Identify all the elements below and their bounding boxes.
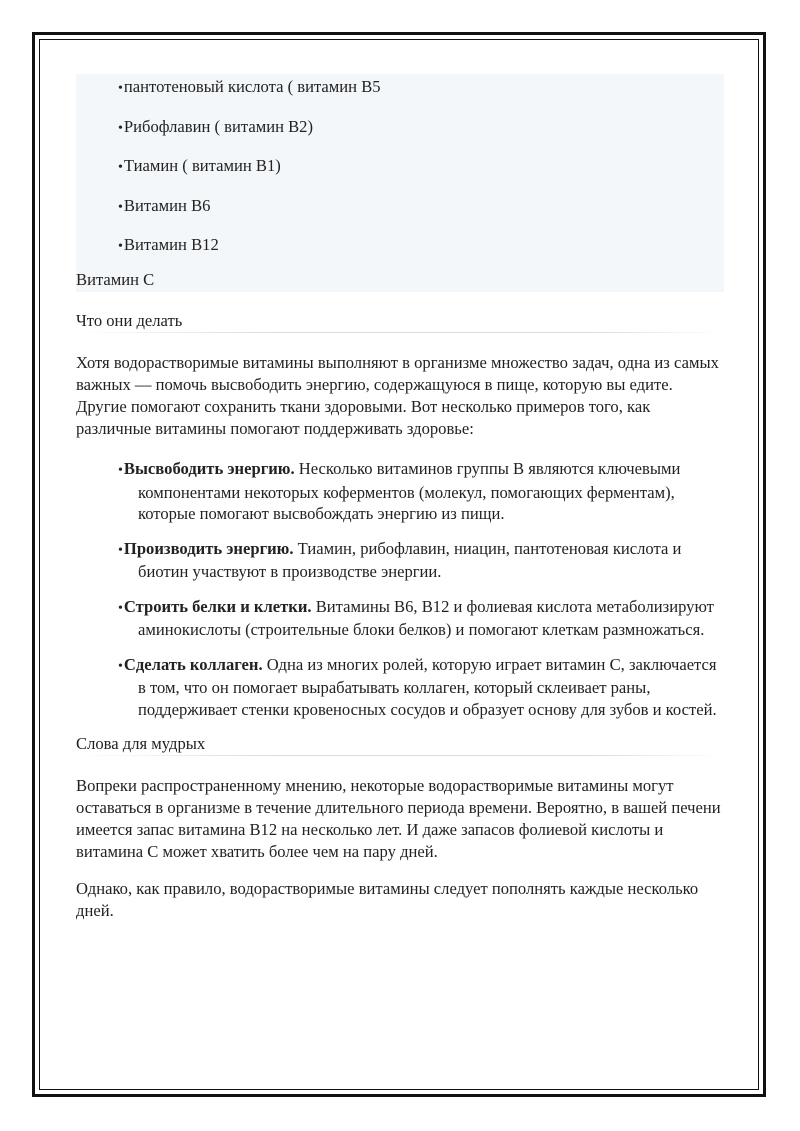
vitamin-list	[76, 76, 724, 257]
bullet-icon: •	[118, 658, 123, 674]
section-title: Что они делать	[76, 311, 183, 330]
list-item: •Строить белки и клетки. Витамины B6, B12 и фолиевая кислота метаболизируют аминокислоты (строительные блоки белков) и помогают клеткам размножаться.	[118, 596, 714, 639]
bullet-icon: •	[118, 199, 123, 215]
list-item: •Витамин B6	[118, 195, 211, 215]
list-item: •Высвободить энергию. Несколько витаминов группы B являются ключевыми компонентами некоторых коферментов (молекул, помогающих ферментам), которые помогают высвобождать энергию из пищи.	[118, 459, 681, 523]
bullet-icon: •	[118, 120, 123, 136]
bullet-icon: •	[118, 81, 123, 96]
intro-paragraph: Хотя водорастворимые витамины выполняют в организме множество задач, одна из самых важных — помочь высвободить энергию, содержащуюся в пище, которую вы едите. Другие помогают сохранить ткани здоровыми. Вот несколько примеров того, как различные витамины помогают поддерживать здоровье:	[76, 353, 719, 438]
paragraph: Однако, как правило, водорастворимые витамины следует пополнять каждые несколько дней.	[76, 879, 699, 920]
list-item: •пантотеновый кислота ( витамин B5	[118, 77, 381, 96]
shaded-block	[76, 74, 724, 292]
document-content	[76, 74, 724, 922]
list-item: •Сделать коллаген. Одна из многих ролей, которую играет витамин C, заключается в том, что он помогает вырабатывать коллаген, который склеивает раны, поддерживает стенки кровеносных сосудов и образует основу для зубов и костей.	[118, 654, 717, 719]
bullet-icon: •	[118, 463, 123, 478]
paragraph: Вопреки распространенному мнению, некоторые водорастворимые витамины могут оставаться в организме в течение длительного периода времени. Вероятно, в вашей печени имеется запас витамина B12 на несколько лет. И даже запасов фолиевой кислоты и витамина C может хватить более чем на пару дней.	[76, 776, 721, 861]
bullet-icon: •	[118, 160, 123, 175]
section-divider	[76, 755, 724, 756]
list-item: •Производить энергию. Тиамин, рибофлавин, ниацин, пантотеновая кислота и биотин участвуют в производстве энергии.	[118, 538, 682, 581]
bullet-icon: •	[118, 600, 123, 616]
bullet-icon: •	[118, 239, 123, 254]
vitamin-c-heading: Витамин С	[76, 270, 155, 289]
list-item: •Тиамин ( витамин B1)	[118, 156, 281, 175]
section-heading	[76, 310, 724, 333]
section-title: Слова для мудрых	[76, 734, 206, 753]
list-item: •Рибофлавин ( витамин B2)	[118, 116, 313, 136]
section-divider	[76, 332, 724, 333]
functions-list	[76, 458, 724, 720]
bullet-icon: •	[118, 542, 123, 558]
list-item: •Витамин B12	[118, 235, 219, 254]
section-heading	[76, 733, 724, 756]
